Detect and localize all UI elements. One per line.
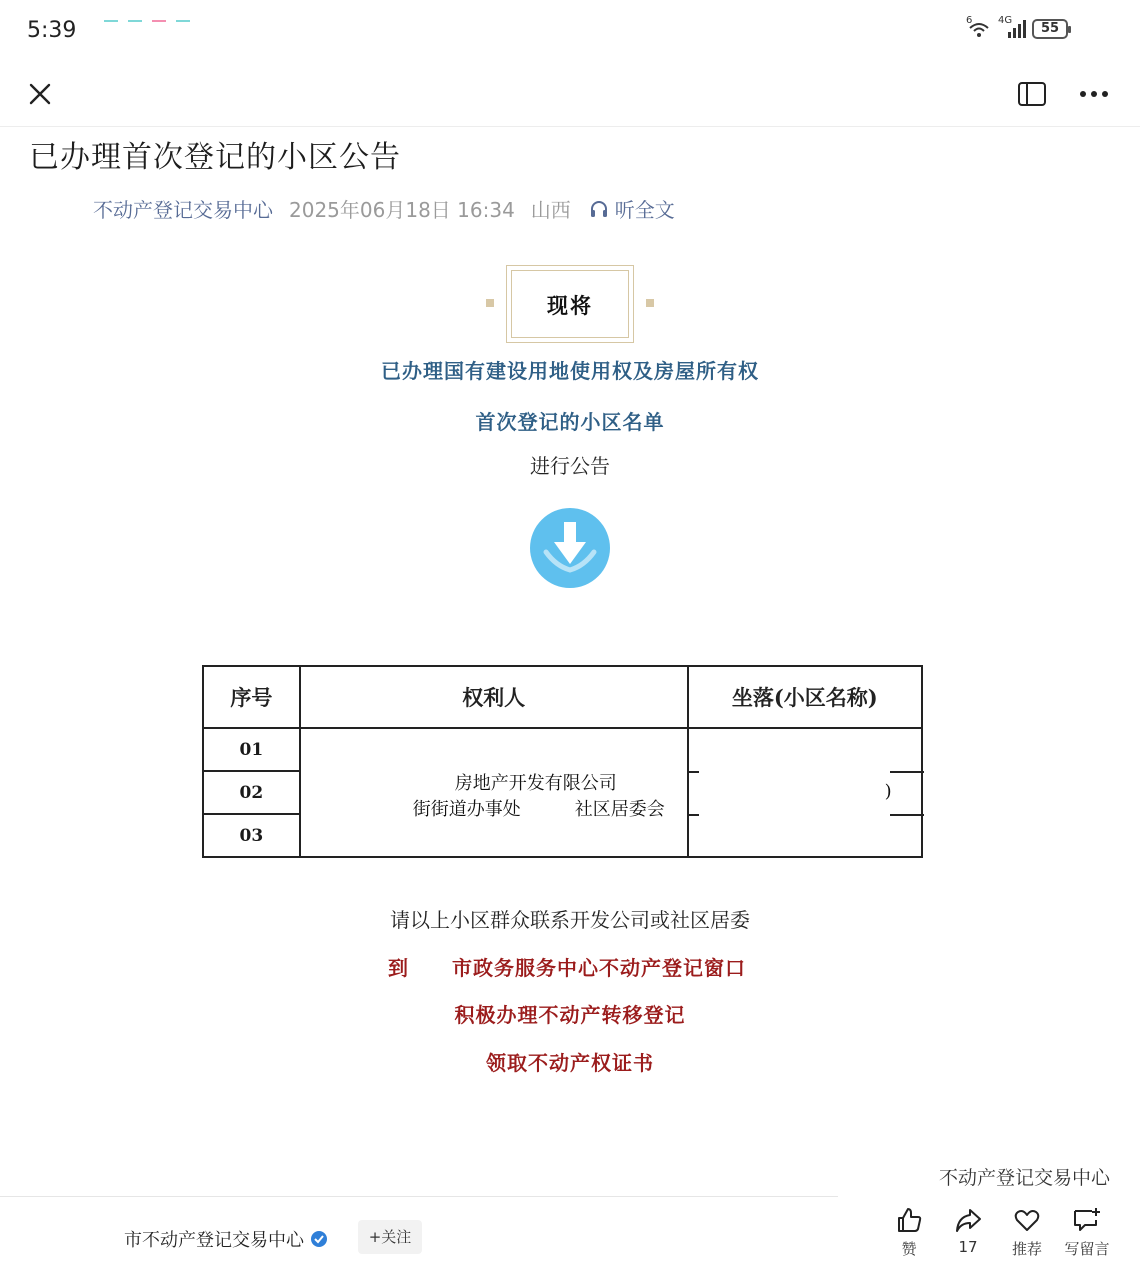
more-button[interactable] <box>1078 78 1110 110</box>
location-fragment: ) <box>884 781 892 802</box>
headphones-icon <box>589 199 609 219</box>
article-region: 山西 <box>530 198 571 222</box>
down-arrow-icon <box>530 508 610 588</box>
location-cell <box>688 728 922 857</box>
heading-blue-line-2: 首次登记的小区名单 <box>475 410 665 434</box>
down-arrow-badge <box>530 508 610 588</box>
notice-line-4: 领取不动产权证书 <box>486 1051 654 1075</box>
header-index: 序号 <box>203 666 300 728</box>
listen-label: 听全文 <box>614 198 675 222</box>
decor-dot-left <box>486 299 494 307</box>
share-icon <box>954 1206 982 1234</box>
follow-button[interactable]: +关注 <box>358 1220 422 1254</box>
row-divider-left <box>689 771 699 773</box>
verified-badge-icon <box>310 1230 328 1248</box>
header-location: 坐落(小区名称) <box>688 666 922 728</box>
more-icon <box>1079 90 1109 98</box>
heading-blue-line-1: 已办理国有建设用地使用权及房屋所有权 <box>381 359 759 383</box>
row-index: 02 <box>203 771 300 814</box>
notice-line-2: 市政务服务中心不动产登记窗口 <box>452 956 746 980</box>
listen-full-text-button[interactable] <box>589 194 675 223</box>
like-label: 赞 <box>901 1240 917 1258</box>
thumbs-up-icon <box>895 1206 923 1234</box>
close-button[interactable] <box>26 80 54 108</box>
header-rights-holder: 权利人 <box>300 666 688 728</box>
article-date: 2025年06月18日 16:34 <box>289 198 515 222</box>
frame-heading-box <box>506 265 634 343</box>
recommend-button[interactable] <box>996 1206 1058 1259</box>
account-name: 市不动产登记交易中心 <box>124 1230 304 1251</box>
account-name-link[interactable] <box>124 1226 328 1252</box>
table-row <box>203 728 922 771</box>
announce-line: 进行公告 <box>530 454 610 478</box>
row-index: 03 <box>203 814 300 857</box>
footer-divider <box>0 1196 838 1197</box>
notice-line-1: 请以上小区群众联系开发公司或社区居委 <box>390 908 750 932</box>
wifi-label: 6 <box>966 15 973 26</box>
row-divider-right-2 <box>890 814 924 816</box>
decor-dot-right <box>646 299 654 307</box>
table-header-row <box>203 666 922 728</box>
article-meta <box>93 194 675 223</box>
notice-line-2-prefix: 到 <box>388 956 409 980</box>
signal-label: 4G <box>998 15 1013 26</box>
registration-table <box>202 665 923 858</box>
status-icons <box>966 15 1068 39</box>
battery-indicator: 55 <box>1032 19 1068 39</box>
holder-line-2b: 社区居委会 <box>574 799 665 820</box>
watermark-text: 不动产登记交易中心 <box>935 1163 1110 1190</box>
article-title: 已办理首次登记的小区公告 <box>29 140 401 175</box>
rights-holder-cell <box>300 728 688 857</box>
article-source-link[interactable]: 不动产登记交易中心 <box>93 198 273 222</box>
share-count: 17 <box>958 1238 978 1256</box>
comment-icon <box>1072 1206 1102 1234</box>
holder-line-1: 房地产开发有限公司 <box>454 773 617 794</box>
holder-line-2a: 街街道办事处 <box>412 799 521 820</box>
share-button[interactable] <box>937 1206 999 1256</box>
recommend-label: 推荐 <box>1011 1240 1042 1258</box>
nav-divider <box>0 126 1140 127</box>
row-index: 01 <box>203 728 300 771</box>
close-icon <box>26 80 54 108</box>
wifi-icon <box>966 15 992 39</box>
comment-label: 写留言 <box>1064 1240 1110 1258</box>
cell-signal-icon <box>998 15 1026 39</box>
row-divider-right <box>890 771 924 773</box>
notice-line-3: 积极办理不动产转移登记 <box>454 1003 686 1027</box>
frame-heading-text: 现将 <box>547 294 593 318</box>
sidebar-button[interactable] <box>1016 78 1048 110</box>
status-time: 5:39 <box>27 18 77 43</box>
heart-icon <box>1013 1206 1041 1234</box>
like-button[interactable] <box>878 1206 940 1259</box>
row-divider-left-2 <box>689 814 699 816</box>
status-notification-dashes <box>104 20 190 22</box>
comment-button[interactable] <box>1056 1206 1118 1259</box>
sidebar-icon <box>1017 81 1047 107</box>
